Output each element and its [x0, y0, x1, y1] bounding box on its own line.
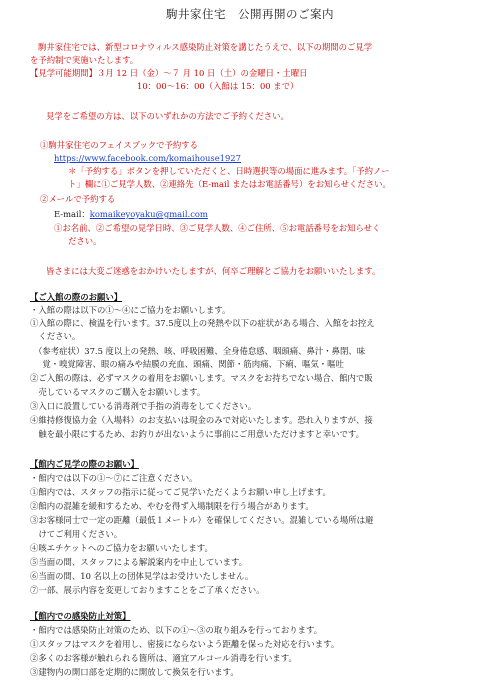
viewing-period: 【見学可能期間】３月 12 日（金）〜７ 月 10 日（土）の金曜日・土曜日	[30, 68, 308, 78]
email-prefix: E-mail：	[54, 209, 90, 219]
email-note-1: ①お名前、②ご希望の見学日時、③ご見学人数、④ご住所、⑤お電話番号をお知らせく	[54, 223, 381, 233]
page-title: 駒井家住宅 公開再開のご案内	[166, 7, 334, 21]
email-link[interactable]: komaikeyoyaku@gmail.com	[89, 209, 208, 219]
visit-rule: ④咳エチケットへのご協力をお願いいたします。	[30, 543, 213, 553]
visit-rule: ③お客様同士で一定の距離（最低１メートル）を確保してください。混雑している場所は避	[30, 515, 374, 525]
prevention-measure: ・館内では感染防止対策のため、以下の①〜③の取り組みを行っております。	[30, 625, 323, 635]
entry-rule: 売しているマスクのご購入をお願いします。	[30, 387, 206, 397]
viewing-hours: 10：00〜16：00（入館は 15：00 まで）	[137, 81, 299, 91]
visit-rule: ⑦一部、展示内容を変更しておりますことをご了承ください。	[30, 585, 265, 595]
visit-rule: ②館内の混雑を緩和するため、やむを得ず入場制限を行う場合があります。	[30, 501, 314, 511]
facebook-link[interactable]: https://www.facebook.com/komaihouse1927	[54, 153, 241, 163]
intro-line-2: を予約制で実施いたします。	[30, 55, 139, 65]
entry-rule: ④維持修復協力金（入場料）のお支払いは現金のみで対応いたします。恐れ入りますが、接	[30, 415, 373, 425]
entry-rule: ③入口に設置している消毒剤で手指の消毒をしてください。	[30, 401, 257, 411]
entry-rule: （参考症状）37.5 度以上の発熱、咳、呼吸困難、全身倦怠感、咽頭痛、鼻汁・鼻閉、味	[34, 346, 366, 356]
visit-rule: けてご利用ください。	[30, 529, 123, 539]
section-visit-heading: 【館内ご見学の際のお願い】	[30, 459, 139, 469]
entry-rule: 触を最小限にするため、お釣りが出ないように事前にご用意いただけますと幸いです。	[30, 429, 364, 439]
entry-rule: 覚・嗅覚障害、眼の痛みや結膜の充血、頭痛、関節・筋肉痛、下痢、嘔気・嘔吐	[34, 359, 344, 369]
intro-line-1: 駒井家住宅では、新型コロナウィルス感染防止対策を講じたうえで、以下の期間のご見学	[38, 42, 373, 52]
entry-rule: ください。	[30, 331, 81, 341]
facebook-note-2: ト」欄に①ご見学人数、②連絡先（E-mail またはお電話番号）をお知らせください。	[68, 179, 391, 189]
visit-rule: ・館内では以下の①〜⑦にご注意ください。	[30, 473, 198, 483]
prevention-measure: ③建物内の開口部を定期的に開放して換気を行います。	[30, 667, 239, 677]
visit-rule: ⑥当面の間、10 名以上の団体見学はお受けいたしません。	[30, 571, 254, 581]
how-to-reserve: 見学をご希望の方は、以下のいずれかの方法でご予約ください。	[46, 111, 289, 121]
facebook-note-1: ＊「予約する」ボタンを押していただくと、日時選択等の場面に進みます。「予約ノー	[68, 166, 390, 176]
entry-rule: ・入館の際は以下の①〜④にご協力をお願いします。	[30, 305, 231, 315]
prevention-measure: ②多くのお客様が触れられる箇所は、適宜アルコール消毒を行います。	[30, 653, 297, 663]
email-note-2: ださい。	[68, 236, 102, 246]
entry-rule: ②ご入館の際は、必ずマスクの着用をお願いします。マスクをお持ちでない場合、館内で販	[30, 373, 373, 383]
visit-rule: ⑤当面の間、スタッフによる解説案内を中止しています。	[30, 557, 248, 567]
prevention-measure: ①スタッフはマスクを着用し、密接にならないよう距離を保った対応を行います。	[30, 639, 340, 649]
email-row	[54, 208, 208, 220]
entry-rule: ①入館の際に、検温を行います。37.5度以上の発熱や以下の症状がある場合、入館をお控え	[30, 318, 375, 328]
apology-line: 皆さまには大変ご迷惑をおかけいたしますが、何卒ご理解とご協力をお願いいたします。	[46, 266, 381, 276]
email-reservation-label: ②メールで予約する	[40, 194, 116, 204]
section-entry-heading: 【ご入館の際のお願い】	[30, 292, 123, 302]
section-prevention-heading: 【館内での感染防止対策】	[30, 611, 131, 621]
facebook-reservation-label: ①駒井家住宅のフェイスブックで予約する	[40, 140, 199, 150]
visit-rule: ①館内では、スタッフの指示に従ってご見学いただくようお願い申し上げます。	[30, 487, 331, 497]
